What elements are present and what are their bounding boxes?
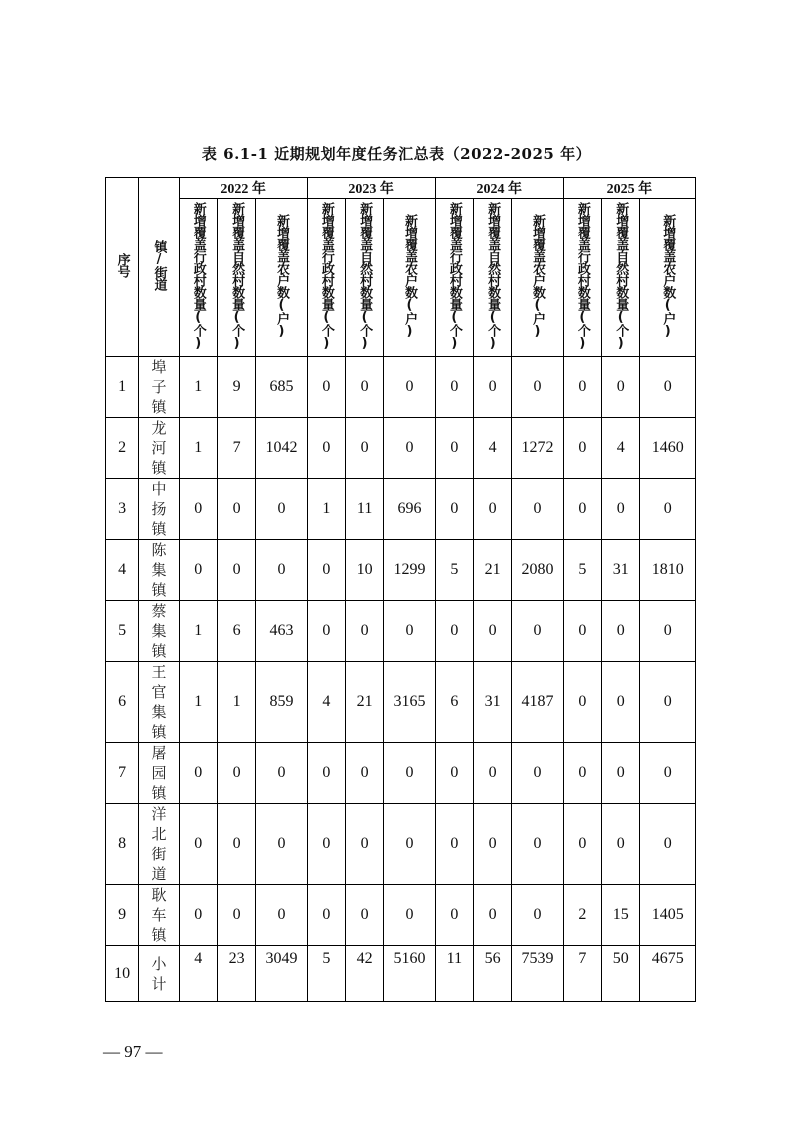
- value-cell: 0: [179, 479, 217, 540]
- value-cell: 1272: [512, 418, 563, 479]
- town-cell: 耿 车 镇: [139, 885, 179, 946]
- value-cell: 3165: [384, 662, 435, 743]
- value-cell: 1042: [256, 418, 307, 479]
- value-cell: 21: [474, 540, 512, 601]
- value-cell: 42: [345, 946, 383, 1002]
- seq-cell: 4: [106, 540, 139, 601]
- value-cell: 7539: [512, 946, 563, 1002]
- value-cell: 0: [602, 479, 640, 540]
- value-cell: 0: [512, 479, 563, 540]
- value-cell: 0: [474, 601, 512, 662]
- value-cell: 21: [345, 662, 383, 743]
- value-cell: 0: [179, 885, 217, 946]
- value-cell: 4: [602, 418, 640, 479]
- value-cell: 10: [345, 540, 383, 601]
- value-cell: 5160: [384, 946, 435, 1002]
- value-cell: 0: [512, 885, 563, 946]
- value-cell: 0: [435, 804, 473, 885]
- seq-cell: 9: [106, 885, 139, 946]
- sub-header-cell: 新增覆盖农户数(户): [512, 199, 563, 357]
- value-cell: 0: [563, 662, 601, 743]
- value-cell: 2080: [512, 540, 563, 601]
- value-cell: 5: [435, 540, 473, 601]
- value-cell: 0: [384, 357, 435, 418]
- table-body: [106, 357, 696, 1002]
- value-cell: 0: [563, 418, 601, 479]
- table-row: [106, 418, 696, 479]
- value-cell: 0: [217, 743, 255, 804]
- value-cell: 6: [217, 601, 255, 662]
- sub-header-cell: 新增覆盖行政村数量(个): [307, 199, 345, 357]
- value-cell: 31: [602, 540, 640, 601]
- value-cell: 0: [256, 804, 307, 885]
- value-cell: 1810: [640, 540, 696, 601]
- value-cell: 0: [602, 662, 640, 743]
- value-cell: 4: [307, 662, 345, 743]
- value-cell: 0: [179, 743, 217, 804]
- value-cell: 0: [217, 885, 255, 946]
- sub-header-cell: 新增覆盖自然村数量(个): [602, 199, 640, 357]
- town-cell: 小 计: [139, 946, 179, 1002]
- value-cell: 0: [307, 418, 345, 479]
- value-cell: 1460: [640, 418, 696, 479]
- table-row: [106, 601, 696, 662]
- value-cell: 0: [640, 479, 696, 540]
- value-cell: 696: [384, 479, 435, 540]
- value-cell: 0: [384, 743, 435, 804]
- value-cell: 0: [602, 601, 640, 662]
- sub-header-cell: 新增覆盖自然村数量(个): [345, 199, 383, 357]
- value-cell: 463: [256, 601, 307, 662]
- value-cell: 4187: [512, 662, 563, 743]
- value-cell: 0: [474, 804, 512, 885]
- value-cell: 0: [307, 804, 345, 885]
- table-row: [106, 743, 696, 804]
- value-cell: 0: [602, 804, 640, 885]
- value-cell: 0: [435, 601, 473, 662]
- value-cell: 0: [474, 357, 512, 418]
- value-cell: 0: [563, 804, 601, 885]
- seq-cell: 10: [106, 946, 139, 1002]
- value-cell: 0: [307, 601, 345, 662]
- table-title: 表 6.1-1 近期规划年度任务汇总表（2022-2025 年）: [201, 145, 592, 163]
- value-cell: 0: [474, 479, 512, 540]
- table-row: [106, 357, 696, 418]
- value-cell: 0: [179, 540, 217, 601]
- value-cell: 0: [512, 804, 563, 885]
- value-cell: 0: [217, 540, 255, 601]
- value-cell: 0: [640, 804, 696, 885]
- value-cell: 56: [474, 946, 512, 1002]
- value-cell: 0: [563, 601, 601, 662]
- value-cell: 0: [474, 885, 512, 946]
- value-cell: 4675: [640, 946, 696, 1002]
- value-cell: 0: [640, 357, 696, 418]
- value-cell: 0: [256, 540, 307, 601]
- seq-cell: 1: [106, 357, 139, 418]
- seq-cell: 8: [106, 804, 139, 885]
- value-cell: 0: [345, 804, 383, 885]
- value-cell: 0: [474, 743, 512, 804]
- value-cell: 0: [345, 601, 383, 662]
- page-number: — 97 —: [103, 1042, 163, 1061]
- value-cell: 3049: [256, 946, 307, 1002]
- year-header-2023: 2023 年: [307, 178, 435, 199]
- value-cell: 1299: [384, 540, 435, 601]
- seq-cell: 2: [106, 418, 139, 479]
- year-header-2025: 2025 年: [563, 178, 695, 199]
- sub-header-cell: 新增覆盖行政村数量(个): [179, 199, 217, 357]
- value-cell: 9: [217, 357, 255, 418]
- value-cell: 5: [307, 946, 345, 1002]
- town-cell: 陈 集 镇: [139, 540, 179, 601]
- sub-header-cell: 新增覆盖农户数(户): [256, 199, 307, 357]
- sub-header-cell: 新增覆盖自然村数量(个): [474, 199, 512, 357]
- table-row: [106, 885, 696, 946]
- value-cell: 0: [435, 885, 473, 946]
- seq-cell: 5: [106, 601, 139, 662]
- value-cell: 0: [307, 357, 345, 418]
- year-header-2024: 2024 年: [435, 178, 563, 199]
- seq-cell: 6: [106, 662, 139, 743]
- sub-header-cell: 新增覆盖行政村数量(个): [563, 199, 601, 357]
- value-cell: 1: [179, 662, 217, 743]
- value-cell: 0: [256, 479, 307, 540]
- sub-header-cell: 新增覆盖农户数(户): [384, 199, 435, 357]
- sub-header-cell: 新增覆盖行政村数量(个): [435, 199, 473, 357]
- value-cell: 0: [256, 885, 307, 946]
- value-cell: 0: [602, 743, 640, 804]
- value-cell: 1: [217, 662, 255, 743]
- value-cell: 0: [345, 885, 383, 946]
- town-cell: 洋 北 街 道: [139, 804, 179, 885]
- value-cell: 1: [307, 479, 345, 540]
- value-cell: 2: [563, 885, 601, 946]
- table-row: [106, 540, 696, 601]
- town-cell: 屠 园 镇: [139, 743, 179, 804]
- value-cell: 0: [640, 743, 696, 804]
- value-cell: 859: [256, 662, 307, 743]
- town-header: 镇/街道: [139, 178, 179, 357]
- value-cell: 31: [474, 662, 512, 743]
- table-row: [106, 804, 696, 885]
- value-cell: 0: [384, 804, 435, 885]
- value-cell: 0: [563, 479, 601, 540]
- value-cell: 0: [435, 479, 473, 540]
- value-cell: 6: [435, 662, 473, 743]
- town-cell: 王 官 集 镇: [139, 662, 179, 743]
- value-cell: 15: [602, 885, 640, 946]
- value-cell: 685: [256, 357, 307, 418]
- seq-cell: 3: [106, 479, 139, 540]
- value-cell: 0: [563, 743, 601, 804]
- value-cell: 0: [640, 662, 696, 743]
- seq-header: 序号: [106, 178, 139, 357]
- value-cell: 50: [602, 946, 640, 1002]
- value-cell: 11: [435, 946, 473, 1002]
- value-cell: 0: [435, 418, 473, 479]
- value-cell: 5: [563, 540, 601, 601]
- value-cell: 1: [179, 418, 217, 479]
- seq-cell: 7: [106, 743, 139, 804]
- town-cell: 龙 河 镇: [139, 418, 179, 479]
- value-cell: 1405: [640, 885, 696, 946]
- value-cell: 4: [474, 418, 512, 479]
- planning-task-table: [105, 177, 696, 1002]
- value-cell: 0: [384, 885, 435, 946]
- value-cell: 7: [563, 946, 601, 1002]
- value-cell: 0: [384, 601, 435, 662]
- sub-header-row: [106, 199, 696, 357]
- value-cell: 0: [435, 357, 473, 418]
- value-cell: 1: [179, 357, 217, 418]
- value-cell: 0: [435, 743, 473, 804]
- value-cell: 0: [345, 743, 383, 804]
- table-row: [106, 662, 696, 743]
- value-cell: 11: [345, 479, 383, 540]
- value-cell: 7: [217, 418, 255, 479]
- value-cell: 0: [512, 601, 563, 662]
- value-cell: 23: [217, 946, 255, 1002]
- value-cell: 4: [179, 946, 217, 1002]
- value-cell: 0: [217, 479, 255, 540]
- value-cell: 0: [384, 418, 435, 479]
- value-cell: 0: [563, 357, 601, 418]
- town-cell: 蔡 集 镇: [139, 601, 179, 662]
- value-cell: 0: [512, 743, 563, 804]
- value-cell: 0: [307, 540, 345, 601]
- value-cell: 0: [345, 357, 383, 418]
- value-cell: 0: [217, 804, 255, 885]
- town-cell: 埠 子 镇: [139, 357, 179, 418]
- value-cell: 0: [602, 357, 640, 418]
- sub-header-cell: 新增覆盖自然村数量(个): [217, 199, 255, 357]
- value-cell: 0: [179, 804, 217, 885]
- value-cell: 0: [512, 357, 563, 418]
- table-row: [106, 946, 696, 1002]
- town-cell: 中 扬 镇: [139, 479, 179, 540]
- value-cell: 0: [640, 601, 696, 662]
- value-cell: 0: [256, 743, 307, 804]
- sub-header-cell: 新增覆盖农户数(户): [640, 199, 696, 357]
- table-row: [106, 479, 696, 540]
- value-cell: 0: [345, 418, 383, 479]
- year-header-2022: 2022 年: [179, 178, 307, 199]
- value-cell: 1: [179, 601, 217, 662]
- value-cell: 0: [307, 885, 345, 946]
- value-cell: 0: [307, 743, 345, 804]
